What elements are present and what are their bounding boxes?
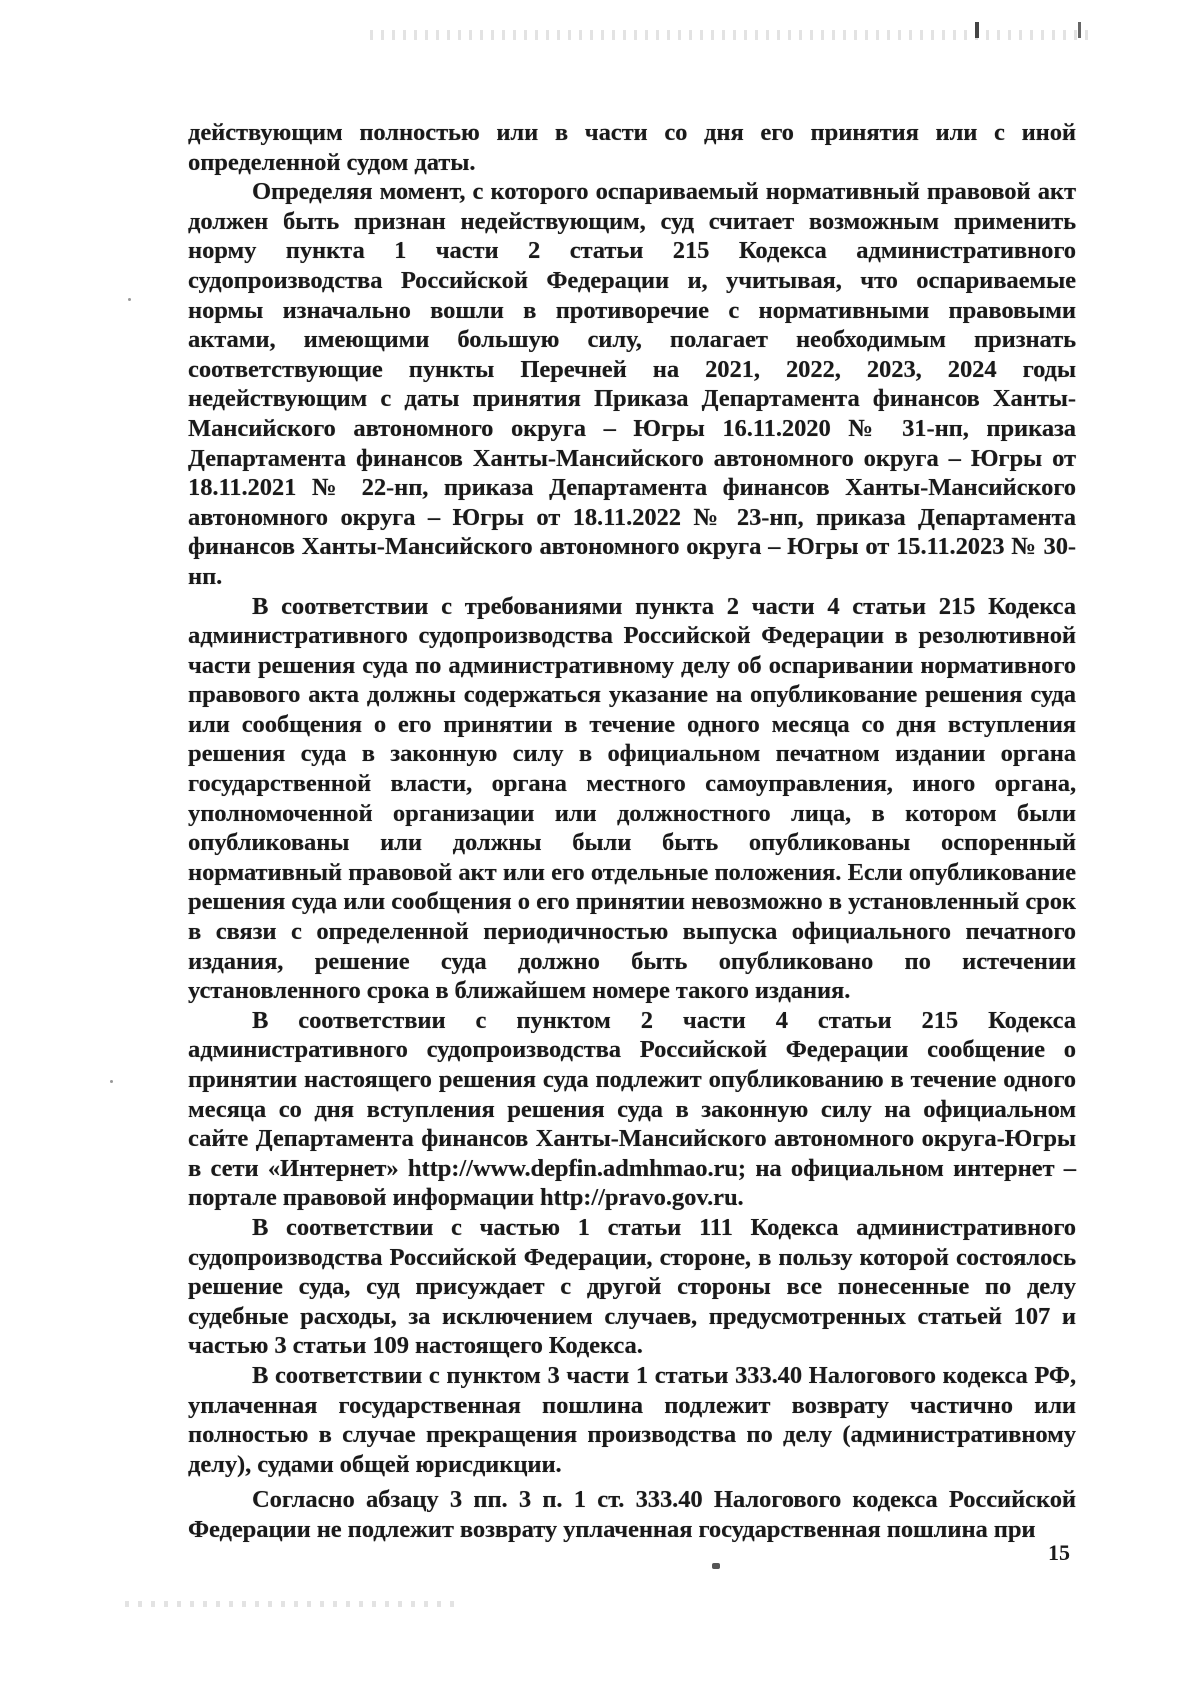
scan-artifact-dot bbox=[712, 1563, 720, 1569]
document-body bbox=[188, 118, 1076, 1545]
paragraph: Определяя момент, с которого оспариваемый нормативный правовой акт должен быть признан недействующим, суд считает возможным применить норму пункта 1 части 2 статьи 215 Кодекса административного судопроизводства Российской Федерации и, учитывая, что оспариваемые нормы изначально вошли в противоречие с нормативными правовыми актами, имеющими большую силу, полагает необходимым признать соответствующие пункты Перечней на 2021, 2022, 2023, 2024 годы недействующим с даты принятия Приказа Департамента финансов Ханты-Мансийского автономного округа – Югры 16.11.2020 № 31-нп, приказа Департамента финансов Ханты-Мансийского автономного округа – Югры от 18.11.2021 № 22-нп, приказа Департамента финансов Ханты-Мансийского автономного округа – Югры от 18.11.2022 № 23-нп, приказа Департамента финансов Ханты-Мансийского автономного округа – Югры от 15.11.2023 № 30-нп. bbox=[188, 178, 1076, 590]
paragraph: Согласно абзацу 3 пп. 3 п. 1 ст. 333.40 Налогового кодекса Российской Федерации не подлежит возврату уплаченная государственная пошлина при bbox=[188, 1486, 1076, 1543]
page-number: 15 bbox=[1048, 1540, 1070, 1565]
scan-mark bbox=[975, 22, 979, 38]
scan-artifact-bottom bbox=[125, 1601, 455, 1607]
paragraph: В соответствии с требованиями пункта 2 части 4 статьи 215 Кодекса административного судопроизводства Российской Федерации в резолютивной части решения суда по административному делу об оспаривании нормативного правового акта должны содержаться указание на опубликование решения суда или сообщения о его принятии в течение одного месяца со дня вступления решения суда в законную силу в официальном печатном издании органа государственной власти, органа местного самоуправления, иного органа, уполномоченной организации или должностного лица, в котором были опубликованы или должны были быть опубликованы оспоренный нормативный правовой акт или его отдельные положения. Если опубликование решения суда или сообщения о его принятии невозможно в установленный срок в связи с определенной периодичностью выпуска официального печатного издания, решение суда должно быть опубликовано по истечении установленного срока в ближайшем номере такого издания. bbox=[188, 592, 1076, 1005]
scan-artifact-top bbox=[370, 30, 1090, 40]
scan-mark bbox=[1078, 22, 1081, 38]
paragraph: В соответствии с пунктом 3 части 1 статьи 333.40 Налогового кодекса РФ, уплаченная государственная пошлина подлежит возврату частично или полностью в случае прекращения производства по делу (административному делу), судами общей юрисдикции. bbox=[188, 1361, 1076, 1478]
paragraph: действующим полностью или в части со дня его принятия или с иной определенной судом даты. bbox=[188, 119, 1076, 176]
scan-dot bbox=[128, 298, 131, 301]
paragraph: В соответствии с пунктом 2 части 4 статьи 215 Кодекса административного судопроизводства Российской Федерации сообщение о принятии настоящего решения суда подлежит опубликованию в течение одного месяца со дня вступления решения суда в законную силу на официальном сайте Департамента финансов Ханты-Мансийского автономного округа-Югры в сети «Интернет» http://www.depfin.admhmao.ru; на официальном интернет – портале правовой информации http://pravo.gov.ru. bbox=[188, 1006, 1076, 1212]
scan-dot bbox=[110, 1080, 113, 1083]
paragraph: В соответствии с частью 1 статьи 111 Кодекса административного судопроизводства Российской Федерации, стороне, в пользу которой состоялось решение суда, суд присуждает с другой стороны все понесенные по делу судебные расходы, за исключением случаев, предусмотренных статьей 107 и частью 3 статьи 109 настоящего Кодекса. bbox=[188, 1213, 1076, 1360]
